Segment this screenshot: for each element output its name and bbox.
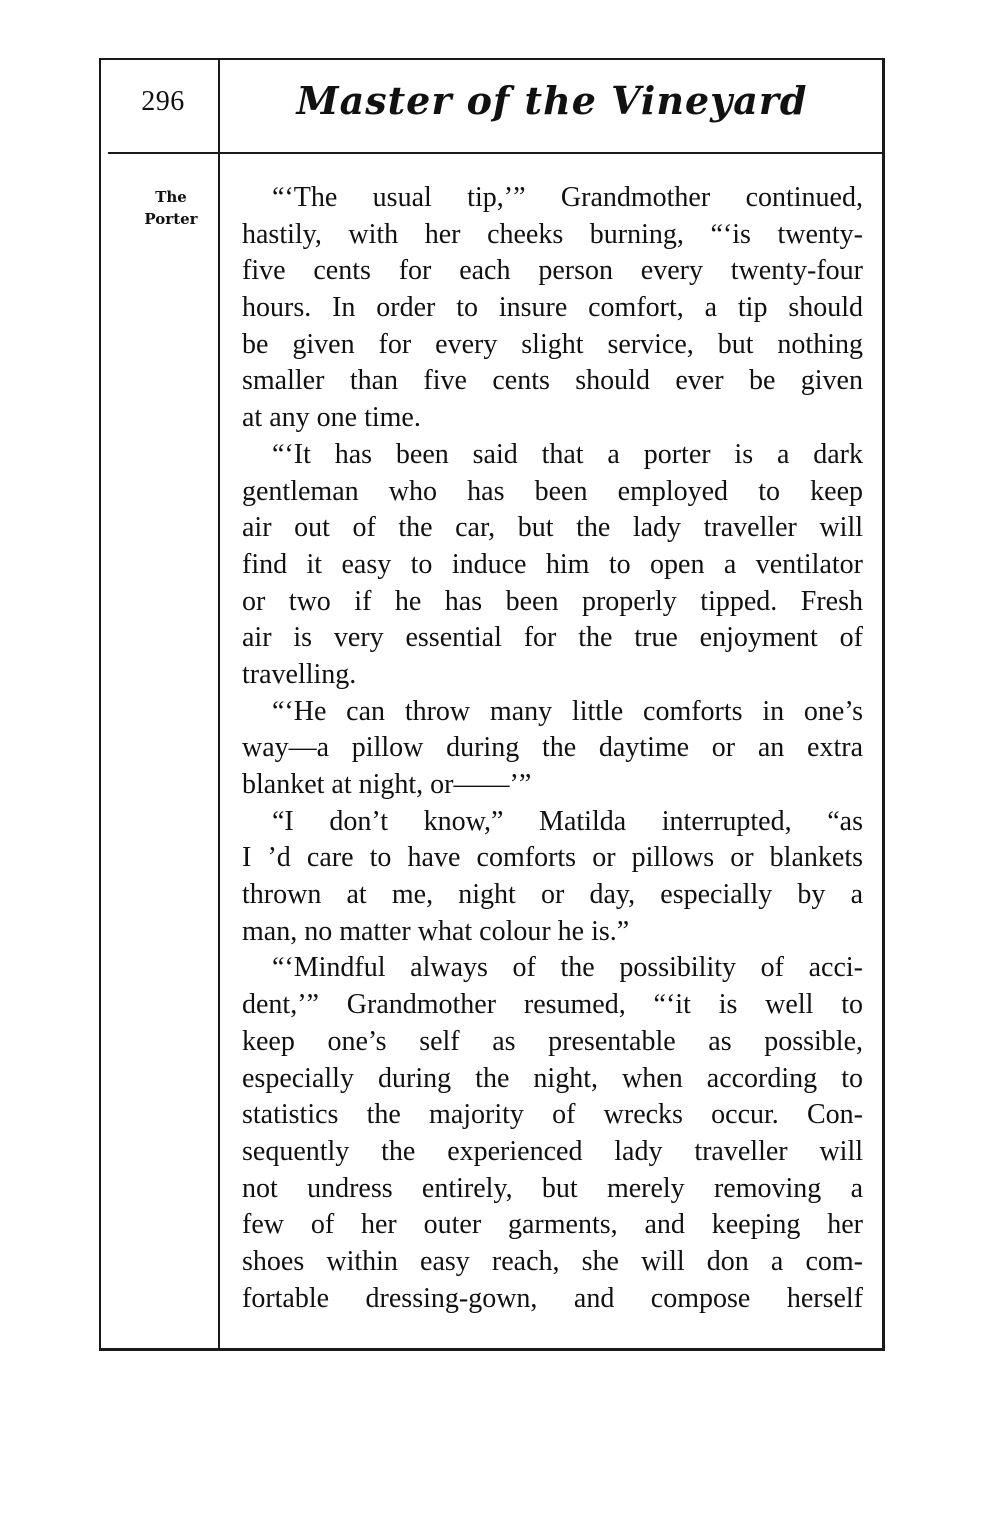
text-line: way—a pillow during the daytime or an extra xyxy=(242,732,863,764)
text-line: or two if he has been properly tipped. Fresh xyxy=(242,585,863,617)
text-line: at any one time. xyxy=(242,402,421,434)
text-line: air out of the car, but the lady traveller will xyxy=(242,512,863,544)
text-line: fortable dressing-gown, and compose herself xyxy=(242,1282,863,1314)
text-line: be given for every slight service, but nothing xyxy=(242,328,863,360)
running-head: Master of the Vineyard xyxy=(296,78,808,123)
text-line: find it easy to induce him to open a ventilator xyxy=(242,548,863,580)
page-number: 296 xyxy=(141,86,185,117)
text-line: blanket at night, or——’” xyxy=(242,769,532,800)
text-line: shoes within easy reach, she will don a com- xyxy=(242,1245,863,1277)
text-line: not undress entirely, but merely removing a xyxy=(242,1172,863,1204)
text-line: smaller than five cents should ever be given xyxy=(242,365,863,397)
side-note-line-2: Porter xyxy=(144,210,198,228)
text-line: travelling. xyxy=(242,658,357,690)
text-line: “I don’t know,” Matilda interrupted, “as xyxy=(272,805,863,837)
text-line: gentleman who has been employed to keep xyxy=(242,475,863,507)
body-text xyxy=(242,180,863,1317)
text-line: man, no matter what colour he is.” xyxy=(242,915,630,947)
text-line: “‘He can throw many little comforts in one’s xyxy=(272,695,863,727)
text-line: few of her outer garments, and keeping her xyxy=(242,1209,863,1241)
text-line: dent,’” Grandmother resumed, “‘it is well to xyxy=(242,989,863,1021)
text-line: statistics the majority of wrecks occur. Con- xyxy=(242,1099,863,1131)
text-line: five cents for each person every twenty-four xyxy=(242,255,863,287)
side-note xyxy=(126,186,216,230)
text-line: “‘It has been said that a porter is a dark xyxy=(272,438,863,470)
text-line: keep one’s self as presentable as possible, xyxy=(242,1025,863,1057)
text-line: “‘Mindful always of the possibility of acci- xyxy=(272,952,863,984)
text-line: “‘The usual tip,’” Grandmother continued, xyxy=(272,182,863,213)
margin-column-rule xyxy=(218,58,220,1351)
text-line: thrown at me, night or day, especially by a xyxy=(242,879,863,911)
text-line: especially during the night, when according to xyxy=(242,1062,863,1094)
text-line: hours. In order to insure comfort, a tip should xyxy=(242,292,863,324)
header-rule xyxy=(108,152,885,154)
text-line: air is very essential for the true enjoyment of xyxy=(242,622,863,654)
side-note-line-1: The xyxy=(155,188,187,206)
text-line: I ’d care to have comforts or pillows or blankets xyxy=(242,842,863,874)
text-line: hastily, with her cheeks burning, “‘is twenty- xyxy=(242,218,863,250)
text-line: sequently the experienced lady traveller will xyxy=(242,1135,863,1167)
